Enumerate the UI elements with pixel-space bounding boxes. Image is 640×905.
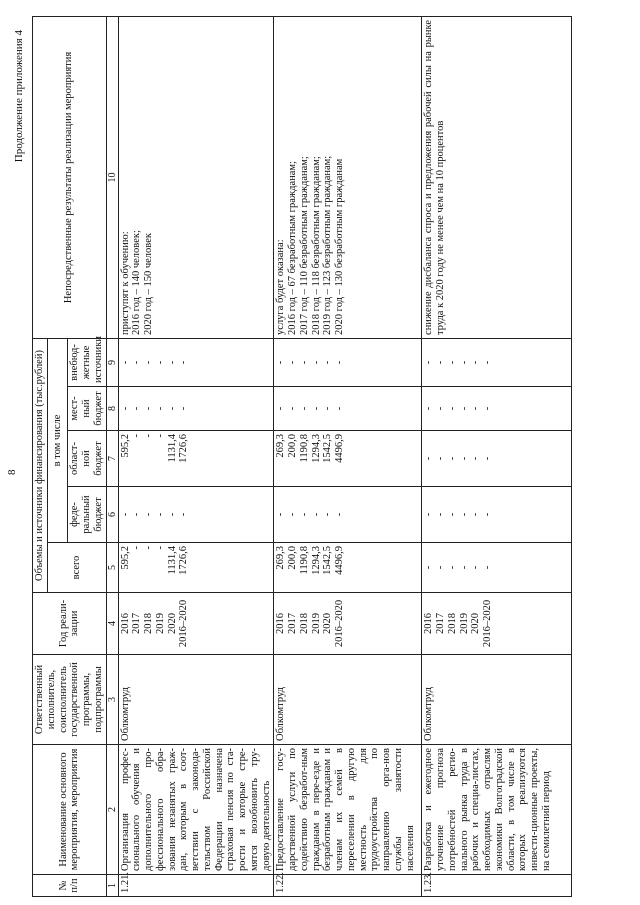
col-number: 1	[106, 875, 118, 897]
col-number: 2	[106, 745, 118, 875]
row-number: 1.22.	[274, 875, 422, 897]
row-number: 1.21.	[118, 875, 274, 897]
col-number: 7	[106, 431, 118, 487]
page-number: 8	[6, 469, 18, 475]
header-year: Год реали-зации	[33, 593, 107, 655]
row-offbudget: - - - - - -	[274, 338, 422, 386]
row-federal: - - - - - -	[118, 487, 274, 543]
col-number: 8	[106, 387, 118, 431]
header-name: Наименование основного мероприятия, мероприятия	[33, 745, 107, 875]
row-offbudget: - - - - - -	[422, 338, 572, 386]
row-name: Разработка и ежегодное уточнение прогноза потребностей регио-нального рынка труда в рабочих и специа-листах, необходимых отраслям экономики Волгоградской области, в том числе в которых реализуются инвести-ционные проекты, на семилетний период	[422, 745, 572, 875]
col-number: 9	[106, 338, 118, 386]
col-number: 5	[106, 543, 118, 593]
row-executor: Облкомтруд	[422, 655, 572, 745]
row-total: 595,2 - - - 1131,4 1726,6	[118, 543, 274, 593]
row-years: 2016 2017 2018 2019 2020 2016–2020	[274, 593, 422, 655]
row-local: - - - - - -	[422, 387, 572, 431]
row-name: Предоставление госу-дарственной услуги по содействию безработ-ным гражданам в пере-езде и безработным гражданам и членам их семей в переселении в другую местность для трудоустройства по направлению орга-нов службы занятости населения	[274, 745, 422, 875]
header-total: всего	[47, 543, 106, 593]
row-regional: 595,2 - - - 1131,4 1726,6	[118, 431, 274, 487]
program-table	[32, 16, 572, 897]
row-federal: - - - - - -	[274, 487, 422, 543]
table-row	[422, 16, 572, 896]
header-local: мест-ный бюджет	[68, 387, 106, 431]
row-local: - - - - - -	[274, 387, 422, 431]
header-funding: Объемы и источники финансирования (тыс.рублей)	[33, 338, 48, 592]
row-total: - - - - - -	[422, 543, 572, 593]
row-total: 269,3 200,0 1190,8 1294,3 1542,5 4496,9	[274, 543, 422, 593]
row-results: услуга будет оказана: 2016 год – 67 безработным гражданам; 2017 год – 110 безработным гражданам; 2018 год – 118 безработным гражданам; 2019 год – 123 безработным гражданам; 2020 год – 130 безработным гражданам	[274, 16, 422, 338]
header-incl: в том числе	[47, 338, 68, 542]
row-executor: Облкомтруд	[118, 655, 274, 745]
row-regional: 269,3 200,0 1190,8 1294,3 1542,5 4496,9	[274, 431, 422, 487]
col-number: 6	[106, 487, 118, 543]
header-no: № п/п	[33, 875, 107, 897]
table-row	[118, 16, 274, 896]
row-years: 2016 2017 2018 2019 2020 2016–2020	[422, 593, 572, 655]
row-name: Организация профес-сионального обучения и дополнительного про-фессионального обра-зования незанятых граж-дан, которым в соот-ветствии с законода-тельством Российской Федерации назначена страховая пенсия по ста-рости и которые стре-мятся возобновить тру-довую деятельность	[118, 745, 274, 875]
header-executor: Ответственный исполнитель, соисполнитель государственной программы, подпрограммы	[33, 655, 107, 745]
row-federal: - - - - - -	[422, 487, 572, 543]
row-results: приступят к обучению: 2016 год – 140 человек; 2020 год – 150 человек	[118, 16, 274, 338]
column-number-row	[106, 16, 118, 896]
header-results: Непосредственные результаты реализации мероприятия	[33, 16, 107, 338]
col-number: 3	[106, 655, 118, 745]
continuation-note: Продолжение приложения 4	[13, 30, 25, 163]
row-local: - - - - - -	[118, 387, 274, 431]
row-number: 1.23.	[422, 875, 572, 897]
col-number: 4	[106, 593, 118, 655]
header-row-1	[33, 16, 48, 896]
table-row	[274, 16, 422, 896]
row-years: 2016 2017 2018 2019 2020 2016–2020	[118, 593, 274, 655]
row-results: снижение дисбаланса спроса и предложения рабочей силы на рынке труда к 2020 году не менее чем на 10 процентов	[422, 16, 572, 338]
header-federal: феде-ральный бюджет	[68, 487, 106, 543]
row-regional: - - - - - -	[422, 431, 572, 487]
header-offbudget: внебюд-жетные источники	[68, 338, 106, 386]
col-number: 10	[106, 16, 118, 338]
row-offbudget: - - - - - -	[118, 338, 274, 386]
row-executor: Облкомтруд	[274, 655, 422, 745]
header-regional: област-ной бюджет	[68, 431, 106, 487]
